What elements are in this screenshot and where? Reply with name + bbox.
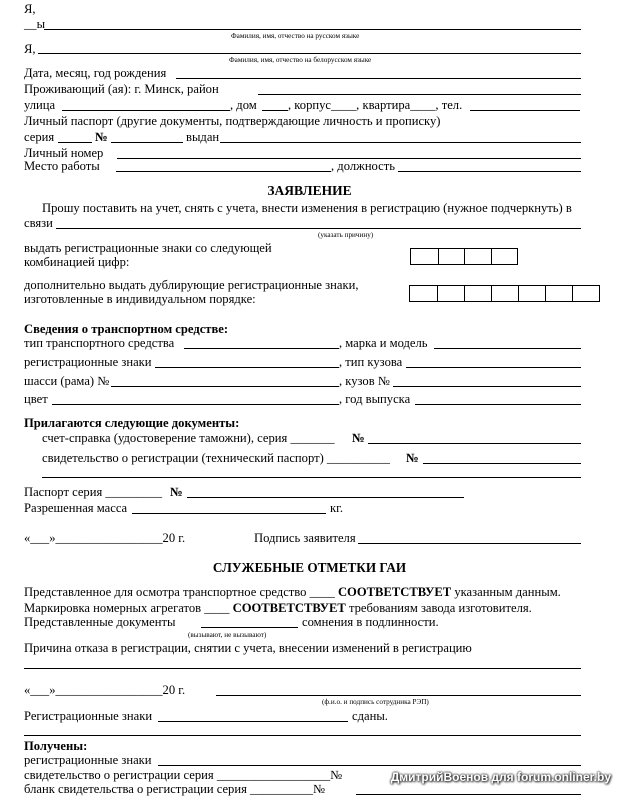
official-line-1 <box>24 585 561 599</box>
officer-caption: (ф.и.о. и подпись сотрудника РЭП) <box>322 698 429 706</box>
issued-field[interactable] <box>220 142 581 143</box>
body-no-label: , кузов № <box>339 374 390 388</box>
position-label: , должность <box>331 159 396 173</box>
dob-field[interactable] <box>176 78 581 79</box>
kg-label: кг. <box>330 501 344 515</box>
reg-plates-label: регистрационные знаки <box>24 355 152 369</box>
grid-cell-divider <box>545 286 546 301</box>
grid-cell-divider <box>491 249 492 264</box>
brand-label: , марка и модель <box>339 336 428 350</box>
marking-text: Маркировка номерных агрегатов ____ <box>24 601 230 615</box>
officer-field[interactable] <box>216 695 581 696</box>
vehicle-type-field[interactable] <box>184 348 339 349</box>
workplace-field[interactable] <box>116 171 331 172</box>
docs-heading: Прилагаются следующие документы: <box>24 416 240 430</box>
passport-label: Личный паспорт (другие документы, подтверждающие личность и прописку) <box>24 114 441 128</box>
plates-text-2: комбинацией цифр: <box>24 255 130 269</box>
seria-field[interactable] <box>58 142 92 143</box>
plate-digits-grid[interactable] <box>410 248 518 265</box>
passport-no-field[interactable] <box>111 142 183 143</box>
grid-cell-divider <box>464 286 465 301</box>
ya-label-2: Я, <box>24 42 36 56</box>
refusal-label: Причина отказа в регистрации, снятии с учета, внесении изменений в регистрацию <box>24 641 472 655</box>
cert-no-field[interactable] <box>423 463 581 464</box>
dup-text-2: изготовленные в индивидуальном порядке: <box>24 292 256 306</box>
refusal-field[interactable] <box>24 668 581 669</box>
inspection-text: Представленное для осмотра транспортное средство ____ <box>24 585 335 599</box>
doubt-text: сомнения в подлинности. <box>302 615 439 629</box>
marking-text-end: требованиям завода изготовителя. <box>348 601 532 615</box>
korpus-label: , корпус____, квартира____, тел. <box>288 98 463 112</box>
received-cert-label: свидетельство о регистрации серия __________________№ <box>24 768 343 782</box>
street-field[interactable] <box>62 110 230 111</box>
received-plates-field[interactable] <box>158 765 581 766</box>
reason-caption: (указать причину) <box>318 231 374 239</box>
position-field[interactable] <box>398 171 581 172</box>
vehicle-heading: Сведения о транспортном средстве: <box>24 322 229 336</box>
handed-label: сданы. <box>352 709 388 723</box>
plates-handed-label: Регистрационные знаки <box>24 709 153 723</box>
district-field[interactable] <box>258 94 581 95</box>
corresponds-1: СООТВЕТСТВУЕТ <box>337 585 452 599</box>
dup-plate-grid[interactable] <box>409 285 600 302</box>
body-no-field[interactable] <box>393 386 581 387</box>
chassis-label: шасси (рама) № <box>24 374 110 388</box>
dup-text-1: дополнительно выдать дублирующие регистрационные знаки, <box>24 278 359 292</box>
cert-no-label: № <box>406 451 419 465</box>
grid-cell-divider <box>518 286 519 301</box>
invoice-no-field[interactable] <box>368 443 581 444</box>
body-type-label: , тип кузова <box>339 355 403 369</box>
received-heading: Получены: <box>24 739 88 753</box>
doubt-field[interactable] <box>201 627 298 628</box>
received-blank-label: бланк свидетельства о регистрации серия __________№ <box>24 782 326 796</box>
docs-doubt-label: Представленные документы <box>24 615 176 629</box>
docs-extra-line[interactable] <box>42 477 581 478</box>
brand-field[interactable] <box>434 348 581 349</box>
document-title: ЗАЯВЛЕНИЕ <box>267 183 352 198</box>
received-blank-field[interactable] <box>356 794 581 795</box>
official-title: СЛУЖЕБНЫЕ ОТМЕТКИ ГАИ <box>212 560 407 575</box>
signature-field[interactable] <box>358 543 581 544</box>
plates-text-1: выдать регистрационные знаки со следующей <box>24 241 272 255</box>
invoice-label: счет-справка (удостоверение таможни), серия _______ <box>42 431 335 445</box>
grid-cell-divider <box>464 249 465 264</box>
mass-label: Разрешенная масса <box>24 501 128 515</box>
grid-cell-divider <box>572 286 573 301</box>
fio-ru-field[interactable] <box>44 29 581 30</box>
passport-no-label: № <box>95 130 108 144</box>
body-type-field[interactable] <box>406 367 581 368</box>
ya-suffix: __ы <box>24 17 46 31</box>
year-field[interactable] <box>415 404 581 405</box>
issued-label: выдан <box>186 130 220 144</box>
seria-label: серия <box>24 130 55 144</box>
passport2-no-field[interactable] <box>187 497 464 498</box>
caption-fio-ru: Фамилия, имя, отчество на русском языке <box>231 32 360 40</box>
doubt-caption: (вызывают, не вызывают) <box>188 631 267 639</box>
grid-cell-divider <box>438 249 439 264</box>
watermark: ДмитрийВоенов для forum.onliner.by <box>390 770 611 784</box>
corresponds-2: СООТВЕТСТВУЕТ <box>232 601 346 615</box>
officer-date: «___»_________________20 г. <box>24 683 186 697</box>
color-field[interactable] <box>52 404 339 405</box>
signature-label: Подпись заявителя <box>254 531 356 545</box>
inspection-text-end: указанным данным. <box>454 585 561 599</box>
color-label: цвет <box>24 392 48 406</box>
personal-no-label: Личный номер <box>24 146 104 160</box>
house-label: , дом <box>230 98 257 112</box>
residence-label: Проживающий (ая): г. Минск, район <box>24 82 219 96</box>
received-plates-label: регистрационные знаки <box>24 753 152 767</box>
fio-by-field[interactable] <box>38 53 581 54</box>
official-line-2 <box>24 601 532 615</box>
ya-label-1: Я, <box>24 2 36 16</box>
dob-label: Дата, месяц, год рождения <box>24 66 167 80</box>
passport2-label: Паспорт серия _________ <box>24 485 163 499</box>
official-extra-line[interactable] <box>24 735 581 736</box>
request-line-1: Прошу поставить на учет, снять с учета, внести изменения в регистрацию (нужное подчеркнуть) в <box>42 201 572 215</box>
grid-cell-divider <box>491 286 492 301</box>
house-field[interactable] <box>262 110 288 111</box>
phone-field[interactable] <box>470 110 580 111</box>
grid-cell-divider <box>437 286 438 301</box>
street-label: улица <box>24 98 56 112</box>
reason-field[interactable] <box>56 228 581 229</box>
vehicle-type-label: тип транспортного средства <box>24 336 175 350</box>
passport2-no-label: № <box>170 485 183 499</box>
chassis-field[interactable] <box>111 386 339 387</box>
reg-plates-field[interactable] <box>155 367 339 368</box>
cert-label: свидетельство о регистрации (технический паспорт) __________ <box>42 451 390 465</box>
applicant-date: «___»_________________20 г. <box>24 531 186 545</box>
plates-handed-field[interactable] <box>158 721 348 722</box>
caption-fio-by: Фамилия, имя, отчество на белорусском языке <box>229 56 372 64</box>
request-line-2: связи <box>24 216 53 230</box>
workplace-label: Место работы <box>24 159 100 173</box>
year-label: , год выпуска <box>339 392 411 406</box>
mass-field[interactable] <box>132 513 326 514</box>
invoice-no-label: № <box>352 431 365 445</box>
